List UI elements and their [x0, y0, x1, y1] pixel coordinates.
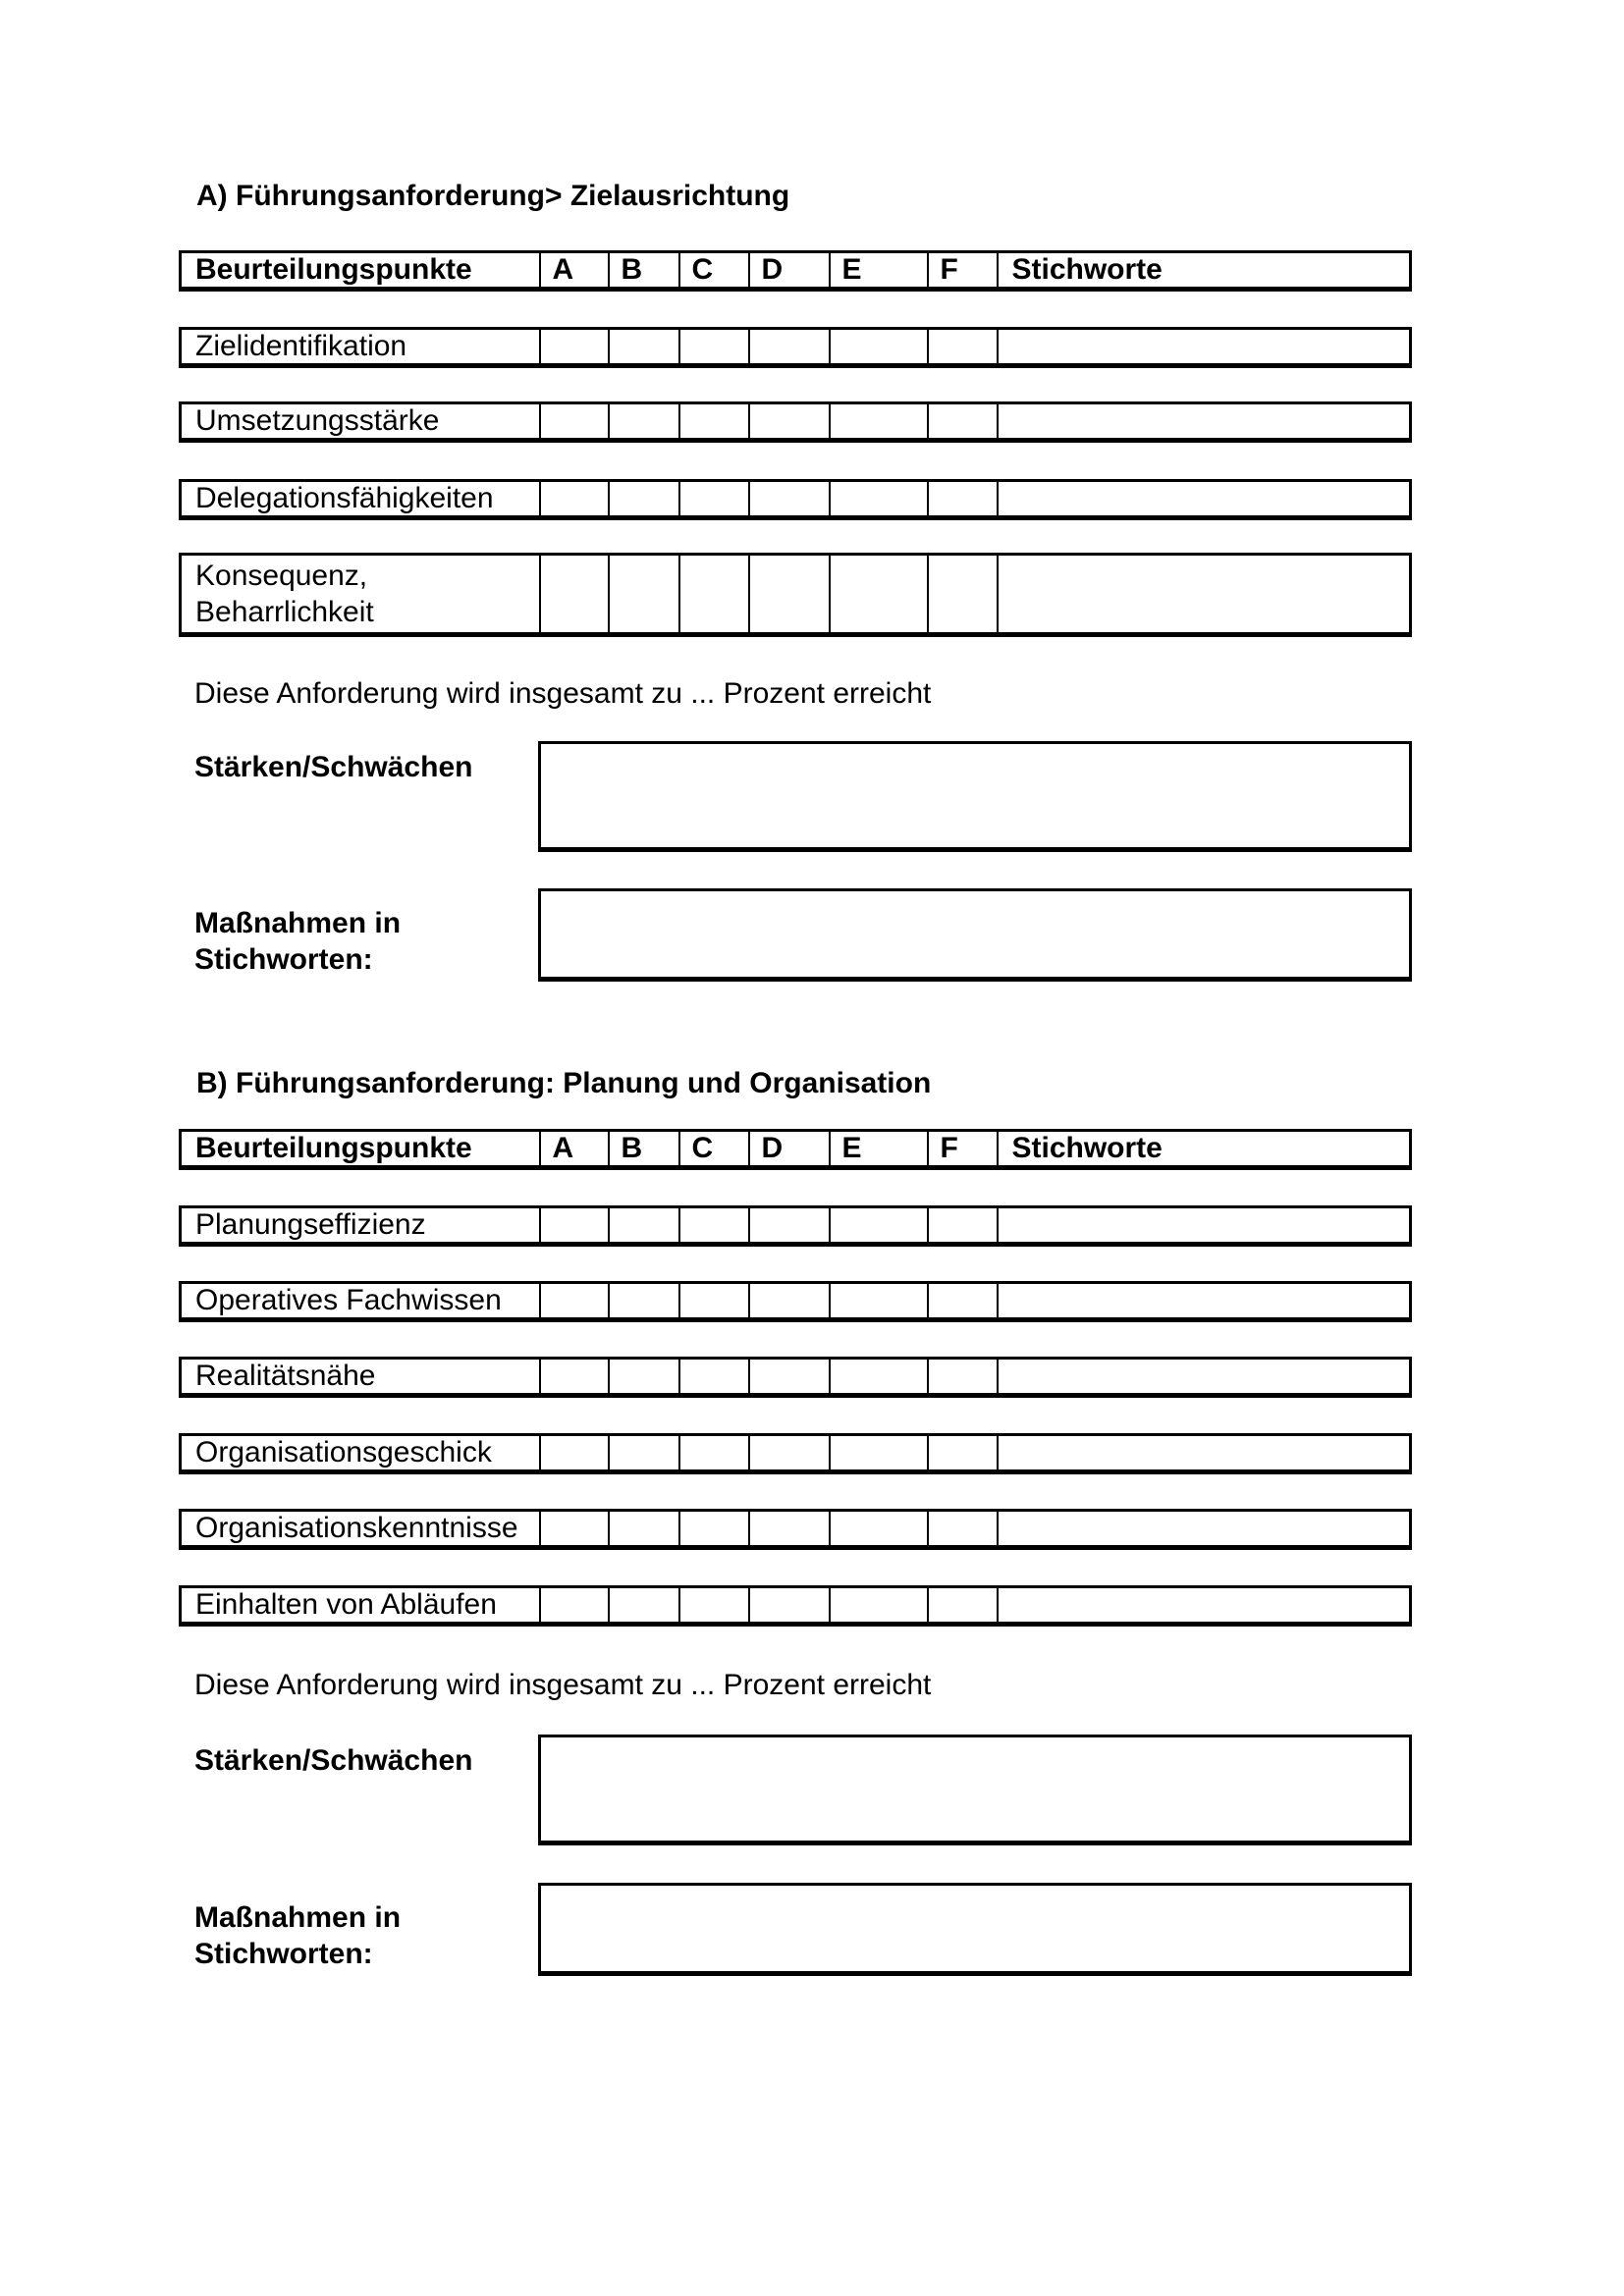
section-a-strengths-block: [179, 741, 1412, 852]
criterion-label: Realitätsnähe: [195, 1360, 376, 1392]
criterion-label: Organisationsgeschick: [195, 1436, 492, 1468]
rating-cell-e[interactable]: [830, 1511, 928, 1548]
criterion-row-planungseffizienz: [179, 1205, 1412, 1247]
measures-input-box[interactable]: [538, 888, 1412, 982]
criterion-label-line-2: Beharrlichkeit: [195, 596, 374, 628]
rating-cell-f[interactable]: [928, 403, 998, 441]
section-a-measures-block: [179, 888, 1412, 982]
rating-cell-a[interactable]: [540, 403, 609, 441]
rating-cell-b[interactable]: [609, 1435, 679, 1472]
rating-cell-b[interactable]: [609, 1207, 679, 1245]
measures-label-line-1: Maßnahmen in: [194, 907, 402, 939]
stichworte-cell[interactable]: [998, 481, 1411, 518]
rating-cell-f[interactable]: [928, 1435, 998, 1472]
rating-cell-a[interactable]: [540, 1435, 609, 1472]
rating-cell-a[interactable]: [540, 481, 609, 518]
rating-cell-f[interactable]: [928, 1207, 998, 1245]
criterion-label: Delegationsfähigkeiten: [195, 482, 494, 514]
strengths-input-box[interactable]: [538, 741, 1412, 852]
stichworte-cell[interactable]: [998, 555, 1411, 635]
criterion-label: Einhalten von Abläufen: [195, 1588, 497, 1621]
rating-cell-b[interactable]: [609, 1283, 679, 1320]
criterion-row-konsequenz-beharrlichkeit: [179, 553, 1412, 637]
rating-cell-d[interactable]: [749, 403, 830, 441]
rating-cell-a[interactable]: [540, 1283, 609, 1320]
stichworte-cell[interactable]: [998, 1283, 1411, 1320]
column-header-e: E: [830, 1131, 928, 1168]
measures-label: [179, 888, 538, 982]
rating-cell-a[interactable]: [540, 329, 609, 366]
column-header-d: D: [749, 252, 830, 290]
rating-cell-c[interactable]: [679, 555, 749, 635]
measures-label: [179, 1883, 538, 1976]
rating-cell-b[interactable]: [609, 481, 679, 518]
section-b-title: B) Führungsanforderung: Planung und Organisation: [196, 1067, 932, 1099]
criterion-label: Planungseffizienz: [195, 1208, 426, 1241]
criterion-row-organisationsgeschick: [179, 1433, 1412, 1474]
stichworte-cell[interactable]: [998, 1207, 1411, 1245]
rating-cell-d[interactable]: [749, 1511, 830, 1548]
rating-cell-b[interactable]: [609, 555, 679, 635]
rating-cell-e[interactable]: [830, 481, 928, 518]
rating-cell-c[interactable]: [679, 1511, 749, 1548]
rating-cell-d[interactable]: [749, 329, 830, 366]
section-b-measures-block: [179, 1883, 1412, 1976]
stichworte-cell[interactable]: [998, 1359, 1411, 1396]
rating-cell-e[interactable]: [830, 403, 928, 441]
section-b-strengths-block: [179, 1735, 1412, 1845]
section-b-header-row: [179, 1129, 1412, 1170]
rating-cell-e[interactable]: [830, 555, 928, 635]
section-a-header-row: [179, 250, 1412, 292]
rating-cell-a[interactable]: [540, 1207, 609, 1245]
section-a-summary-text: Diese Anforderung wird insgesamt zu ... Prozent erreicht: [194, 677, 932, 710]
rating-cell-f[interactable]: [928, 1587, 998, 1625]
rating-cell-f[interactable]: [928, 481, 998, 518]
criterion-label: [181, 555, 540, 635]
measures-label-line-2: Stichworten:: [194, 1938, 373, 1970]
column-header-c: C: [679, 1131, 749, 1168]
rating-cell-b[interactable]: [609, 1359, 679, 1396]
criterion-row-einhalten-von-ablaeufen: [179, 1585, 1412, 1627]
rating-cell-f[interactable]: [928, 1511, 998, 1548]
column-header-c: C: [679, 252, 749, 290]
rating-cell-e[interactable]: [830, 329, 928, 366]
stichworte-cell[interactable]: [998, 329, 1411, 366]
rating-cell-b[interactable]: [609, 1587, 679, 1625]
rating-cell-a[interactable]: [540, 1359, 609, 1396]
stichworte-cell[interactable]: [998, 403, 1411, 441]
rating-cell-e[interactable]: [830, 1359, 928, 1396]
column-header-e: E: [830, 252, 928, 290]
stichworte-cell[interactable]: [998, 1587, 1411, 1625]
rating-cell-b[interactable]: [609, 329, 679, 366]
rating-cell-b[interactable]: [609, 403, 679, 441]
rating-cell-c[interactable]: [679, 403, 749, 441]
rating-cell-d[interactable]: [749, 481, 830, 518]
column-header-a: A: [540, 252, 609, 290]
rating-cell-e[interactable]: [830, 1283, 928, 1320]
rating-cell-b[interactable]: [609, 1511, 679, 1548]
criterion-label-line-1: Konsequenz,: [195, 560, 368, 592]
column-header-beurteilungspunkte: Beurteilungspunkte: [195, 1132, 472, 1164]
criterion-row-organisationskenntnisse: [179, 1509, 1412, 1550]
stichworte-cell[interactable]: [998, 1511, 1411, 1548]
measures-input-box[interactable]: [538, 1883, 1412, 1976]
strengths-label: Stärken/Schwächen: [194, 751, 473, 783]
criterion-label: Organisationskenntnisse: [195, 1512, 518, 1544]
rating-cell-c[interactable]: [679, 329, 749, 366]
strengths-input-box[interactable]: [538, 1735, 1412, 1845]
rating-cell-a[interactable]: [540, 1511, 609, 1548]
stichworte-cell[interactable]: [998, 1435, 1411, 1472]
criterion-row-operatives-fachwissen: [179, 1281, 1412, 1322]
rating-cell-c[interactable]: [679, 1435, 749, 1472]
column-header-beurteilungspunkte: Beurteilungspunkte: [195, 253, 472, 286]
rating-cell-c[interactable]: [679, 481, 749, 518]
rating-cell-f[interactable]: [928, 1283, 998, 1320]
column-header-stichworte: Stichworte: [998, 1131, 1411, 1168]
measures-label-line-2: Stichworten:: [194, 943, 373, 976]
rating-cell-d[interactable]: [749, 1587, 830, 1625]
column-header-d: D: [749, 1131, 830, 1168]
criterion-row-umsetzungsstaerke: [179, 401, 1412, 443]
rating-cell-f[interactable]: [928, 555, 998, 635]
rating-cell-a[interactable]: [540, 1587, 609, 1625]
rating-cell-c[interactable]: [679, 1207, 749, 1245]
criterion-row-delegationsfaehigkeiten: [179, 479, 1412, 520]
column-header-f: F: [928, 1131, 998, 1168]
rating-cell-e[interactable]: [830, 1587, 928, 1625]
section-b-summary-text: Diese Anforderung wird insgesamt zu ... Prozent erreicht: [194, 1669, 932, 1701]
strengths-label: Stärken/Schwächen: [194, 1744, 473, 1777]
rating-cell-d[interactable]: [749, 1283, 830, 1320]
page-content: [179, 0, 1412, 1976]
rating-cell-d[interactable]: [749, 1435, 830, 1472]
column-header-a: A: [540, 1131, 609, 1168]
criterion-row-zielidentifikation: [179, 327, 1412, 368]
column-header-stichworte: Stichworte: [998, 252, 1411, 290]
rating-cell-e[interactable]: [830, 1207, 928, 1245]
criterion-row-realitaetsnaehe: [179, 1357, 1412, 1398]
rating-cell-c[interactable]: [679, 1283, 749, 1320]
rating-cell-d[interactable]: [749, 1359, 830, 1396]
rating-cell-e[interactable]: [830, 1435, 928, 1472]
section-a-title: A) Führungsanforderung> Zielausrichtung: [196, 180, 790, 212]
measures-label-line-1: Maßnahmen in: [194, 1901, 402, 1934]
rating-cell-f[interactable]: [928, 1359, 998, 1396]
column-header-b: B: [609, 1131, 679, 1168]
rating-cell-d[interactable]: [749, 1207, 830, 1245]
column-header-f: F: [928, 252, 998, 290]
criterion-label: Zielidentifikation: [195, 330, 407, 362]
criterion-label: Operatives Fachwissen: [195, 1284, 502, 1316]
criterion-label: Umsetzungsstärke: [195, 404, 440, 437]
column-header-b: B: [609, 252, 679, 290]
rating-cell-c[interactable]: [679, 1359, 749, 1396]
rating-cell-a[interactable]: [540, 555, 609, 635]
rating-cell-f[interactable]: [928, 329, 998, 366]
rating-cell-d[interactable]: [749, 555, 830, 635]
rating-cell-c[interactable]: [679, 1587, 749, 1625]
